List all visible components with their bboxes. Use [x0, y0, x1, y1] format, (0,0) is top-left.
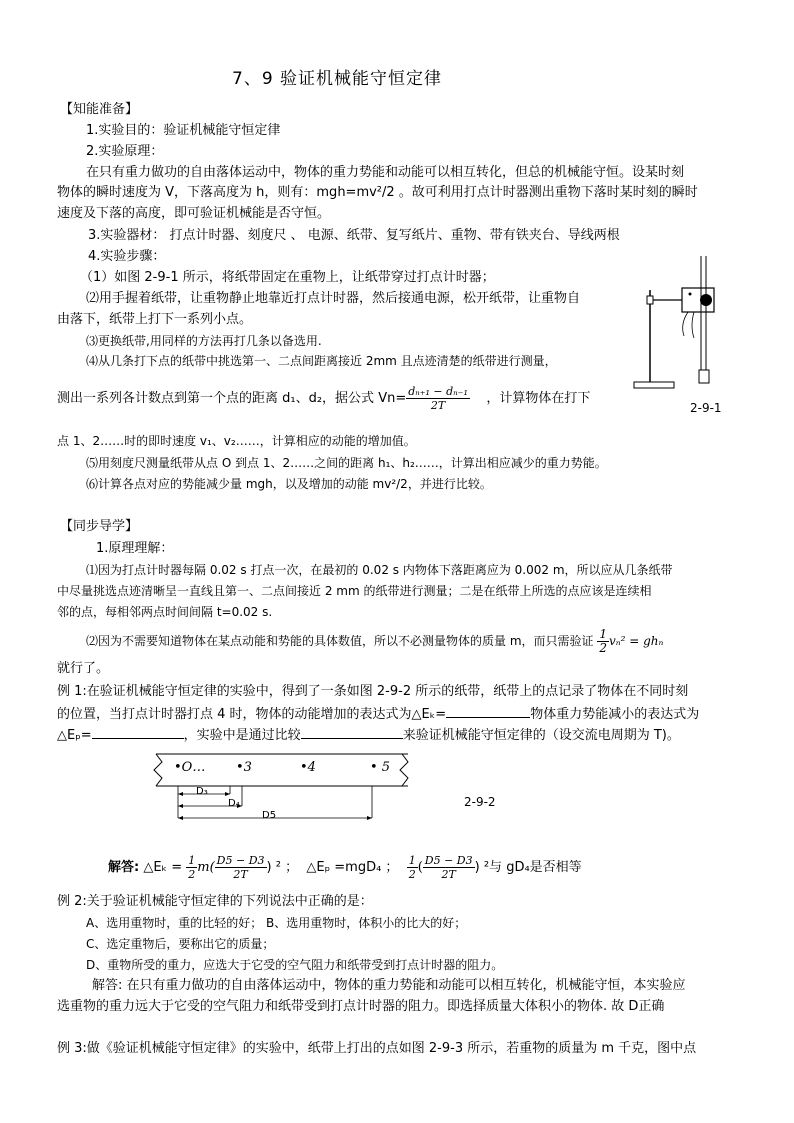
tape-point-3: •3: [236, 760, 252, 775]
tape-point-5: • 5: [370, 760, 391, 775]
step-5: ⑸用刻度尺测量纸带从点 O 到点 1、2……之间的距离 h₁、h₂……，计算出相应减少的重力势能。: [86, 456, 607, 470]
answer-velocity-numerator: D5 − D3: [216, 854, 265, 867]
comparison-answer: ) ²与 gD₄是否相等: [474, 860, 582, 875]
example-1-potential-text: 物体重力势能减小的表达式为: [530, 707, 700, 722]
guide-point-1-line-1: ⑴因为打点计时器每隔 0.02 s 打点一次，在最初的 0.02 s 内物体下落距离应为 0.002 m，所以应从几条纸带: [86, 563, 673, 577]
option-a-b: A、选用重物时，重的比轻的好； B、选用重物时，体积小的比大的好；: [86, 916, 467, 930]
potential-energy-blank: [92, 726, 184, 739]
steps-heading: 4.实验步骤：: [88, 249, 166, 264]
answer-half-denominator: 2: [188, 868, 196, 881]
one-half-denominator: 2: [599, 641, 607, 655]
option-c: C、选定重物后，要称出它的质量；: [86, 937, 275, 951]
distance-label-d3: D₃: [196, 786, 208, 797]
guide-point-1-line-3: 邻的点，每相邻两点时间间隔 t=0.02 s.: [57, 605, 273, 619]
apparatus-figure: [630, 252, 730, 397]
answer-velocity-fraction: [215, 854, 267, 881]
page-title: 7、9 验证机械能守恒定律: [232, 69, 443, 89]
potential-energy-answer: △Eₚ =mgD₄ ；: [306, 860, 399, 875]
answer-velocity-denominator-2: 2T: [441, 868, 456, 881]
section-heading-preparation: 【知能准备】: [60, 102, 139, 117]
tape-point-o: •O…: [174, 760, 206, 775]
tape-point-4: •4: [300, 760, 316, 775]
answer-mass-symbol: m(: [197, 860, 215, 875]
answer-velocity-denominator: 2T: [233, 868, 248, 881]
step-3: ⑶更换纸带,用同样的方法再打几条以备选用.: [86, 334, 322, 348]
distance-label-d4: D₄: [228, 798, 240, 809]
answer-half-fraction: [186, 854, 197, 881]
example-2-question: 例 2:关于验证机械能守恒定律的下列说法中正确的是：: [57, 894, 373, 909]
principle-line-1: 在只有重力做功的自由落体运动中，物体的重力势能和动能可以相互转化，但总的机械能守恒。设某时刻: [86, 165, 685, 180]
answer-half-numerator: 1: [188, 854, 196, 867]
velocity-formula-fraction: [406, 385, 470, 412]
answer-velocity-numerator-2: D5 − D3: [424, 854, 473, 867]
example-1-line-2: [57, 705, 699, 723]
principle-line-3: 速度及下落的高度，即可验证机械能是否守恒。: [57, 206, 331, 221]
step-4-formula-suffix: ，计算物体在打下: [486, 391, 591, 406]
kinetic-energy-blank: [446, 705, 530, 718]
step-4-line-1: ⑷从几条打下点的纸带中挑选第一、二点间距离接近 2mm 且点迹清楚的纸带进行测量，: [86, 354, 557, 368]
experiment-principle-heading: 2.实验原理：: [86, 144, 164, 159]
section-heading-guide: 【同步导学】: [60, 519, 139, 534]
figure-2-9-2-label: 2-9-2: [464, 795, 496, 809]
example-1-line-1: 例 1:在验证机械能守恒定律的实验中，得到了一条如图 2-9-2 所示的纸带，纸带上的点记录了物体在不同时刻: [57, 684, 689, 699]
distance-label-d5: D5: [262, 810, 277, 821]
guide-point-2-line-1: [86, 626, 663, 656]
equipment-line: 3.实验器材： 打点计时器、刻度尺 、 电源、纸带、复写纸片、重物、带有铁夹台、导线两根: [88, 228, 620, 243]
step-6: ⑹计算各点对应的势能减少量 mgh，以及增加的动能 mv²/2，并进行比较。: [86, 477, 492, 491]
experiment-purpose: 1.实验目的：验证机械能守恒定律: [86, 123, 281, 138]
step-2-line-2: 由落下，纸带上打下一系列小点。: [57, 312, 253, 327]
example-1-kinetic-prefix: 的位置，当打点计时器打点 4 时，物体的动能增加的表达式为△Eₖ=: [57, 707, 447, 722]
formula-denominator: 2T: [430, 399, 446, 412]
example-2-answer-line-1: 解答: 在只有重力做功的自由落体运动中，物体的重力势能和动能可以相互转化，机械能守恒，本实验应: [92, 978, 686, 993]
answer-half-denominator-2: 2: [408, 868, 416, 881]
answer-velocity-fraction-2: [423, 854, 475, 881]
example-3-question: 例 3:做《验证机械能守恒定律》的实验中，纸带上打出的点如图 2-9-3 所示，若重物的质量为 m 千克，图中点: [57, 1041, 697, 1056]
example-1-line-3: [57, 726, 680, 744]
comparison-blank: [301, 726, 403, 739]
formula-numerator: dₙ₊₁ − dₙ₋₁: [408, 385, 468, 398]
one-half-numerator: 1: [599, 627, 607, 641]
answer-open-paren: (: [417, 860, 423, 875]
comparison-text: ，实验中是通过比较: [183, 728, 301, 743]
example-1-answer: [108, 852, 582, 884]
answer-label: 解答:: [108, 860, 140, 875]
principle-line-2: 物体的瞬时速度为 V，下落高度为 h，则有：mgh=mv²/2 。故可利用打点计时器测出重物下落时某时刻的瞬时: [57, 185, 698, 200]
one-half-fraction: [597, 628, 609, 655]
answer-half-fraction-2: [407, 854, 418, 881]
guide-point-2-line-2: 就行了。: [57, 661, 110, 676]
energy-equation: vₙ² = ghₙ: [608, 634, 664, 648]
example-1-ending: 来验证机械能守恒定律的（设交流电周期为 T)。: [402, 728, 680, 743]
step-4-formula-prefix: 测出一系列各计数点到第一个点的距离 d₁、d₂，据公式 Vn=: [57, 391, 407, 406]
potential-energy-prefix: △Eₚ=: [57, 728, 92, 743]
example-2-answer-line-2: 选重物的重力远大于它受的空气阻力和纸带受到打点计时器的阻力。即选择质量大体积小的物体. 故 D正确: [57, 999, 665, 1014]
principle-understanding-heading: 1.原理理解：: [96, 541, 174, 556]
step-1: （1）如图 2-9-1 所示，将纸带固定在重物上，让纸带穿过打点计时器；: [80, 270, 495, 285]
figure-2-9-1-label: 2-9-1: [690, 401, 722, 415]
answer-half-numerator-2: 1: [408, 854, 416, 867]
kinetic-energy-answer: △Eₖ =: [143, 860, 183, 875]
step-2-line-1: ⑵用手握着纸带，让重物静止地靠近打点计时器，然后接通电源，松开纸带，让重物自: [86, 291, 581, 306]
step-4-line-3: 点 1、2……时的即时速度 v₁、v₂……，计算相应的动能的增加值。: [57, 434, 416, 448]
option-d: D、重物所受的重力，应选大于它受的空气阻力和纸带受到打点计时器的阻力。: [86, 958, 504, 972]
guide-point-1-line-2: 中尽量挑选点迹清晰呈一直线且第一、二点间接近 2 mm 的纸带进行测量；二是在纸带上所选的点应该是连续相: [57, 584, 652, 598]
guide-point-2-text: ⑵因为不需要知道物体在某点动能和势能的具体数值，所以不必测量物体的质量 m，而只需验证: [86, 634, 594, 648]
step-4-line-2: [57, 384, 590, 414]
answer-square-1: ) ² ；: [266, 860, 299, 875]
